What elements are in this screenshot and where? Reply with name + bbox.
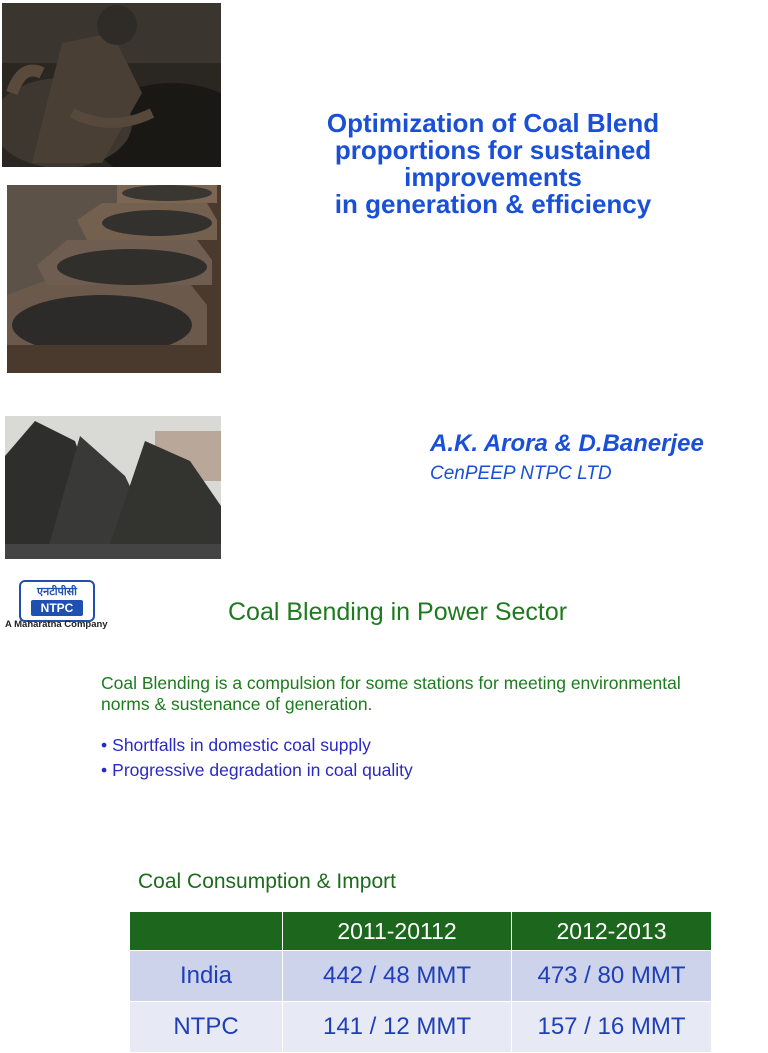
table-header-row xyxy=(130,912,712,951)
presentation-title xyxy=(268,110,718,218)
bullet-dot-icon: • xyxy=(101,735,108,755)
bullet-item xyxy=(101,733,413,758)
bullet-list xyxy=(101,733,413,783)
authors: A.K. Arora & D.Banerjee xyxy=(430,430,704,457)
table-cell: India xyxy=(130,951,283,1002)
bullet-text: Progressive degradation in coal quality xyxy=(112,760,413,780)
ntpc-logo-box xyxy=(19,580,95,622)
intro-text: Coal Blending is a compulsion for some stations for meeting environmental norms & sustenance of generation. xyxy=(101,673,681,714)
logo-brand-text: NTPC xyxy=(31,600,83,616)
organization: CenPEEP NTPC LTD xyxy=(430,463,612,484)
table-cell: NTPC xyxy=(130,1002,283,1053)
title-line: improvements xyxy=(404,162,582,192)
table-cell: 157 / 16 MMT xyxy=(512,1002,712,1053)
table-title: Coal Consumption & Import xyxy=(138,870,396,893)
table-header-cell: 2012-2013 xyxy=(512,912,712,951)
table-row xyxy=(130,951,712,1002)
coal-consumption-table xyxy=(129,911,712,1053)
section-title: Coal Blending in Power Sector xyxy=(228,598,568,626)
table-cell: 442 / 48 MMT xyxy=(283,951,512,1002)
table-header-cell xyxy=(130,912,283,951)
bullet-dot-icon: • xyxy=(101,760,108,780)
coal-piles-photo xyxy=(5,416,221,559)
title-line: proportions for sustained xyxy=(334,135,652,165)
bullet-item xyxy=(101,758,413,783)
title-line: in generation & efficiency xyxy=(334,189,652,219)
table-cell: 473 / 80 MMT xyxy=(512,951,712,1002)
coal-wagons-photo xyxy=(7,185,221,373)
logo-tagline: A Maharatna Company xyxy=(5,619,108,630)
ntpc-logo xyxy=(5,576,115,632)
table-header-cell: 2011-20112 xyxy=(283,912,512,951)
logo-hindi-text: एनटीपीसी xyxy=(37,585,77,598)
title-line: Optimization of Coal Blend xyxy=(326,108,660,138)
coal-miner-photo xyxy=(2,3,221,167)
table-cell: 141 / 12 MMT xyxy=(283,1002,512,1053)
bullet-text: Shortfalls in domestic coal supply xyxy=(112,735,371,755)
table-row xyxy=(130,1002,712,1053)
